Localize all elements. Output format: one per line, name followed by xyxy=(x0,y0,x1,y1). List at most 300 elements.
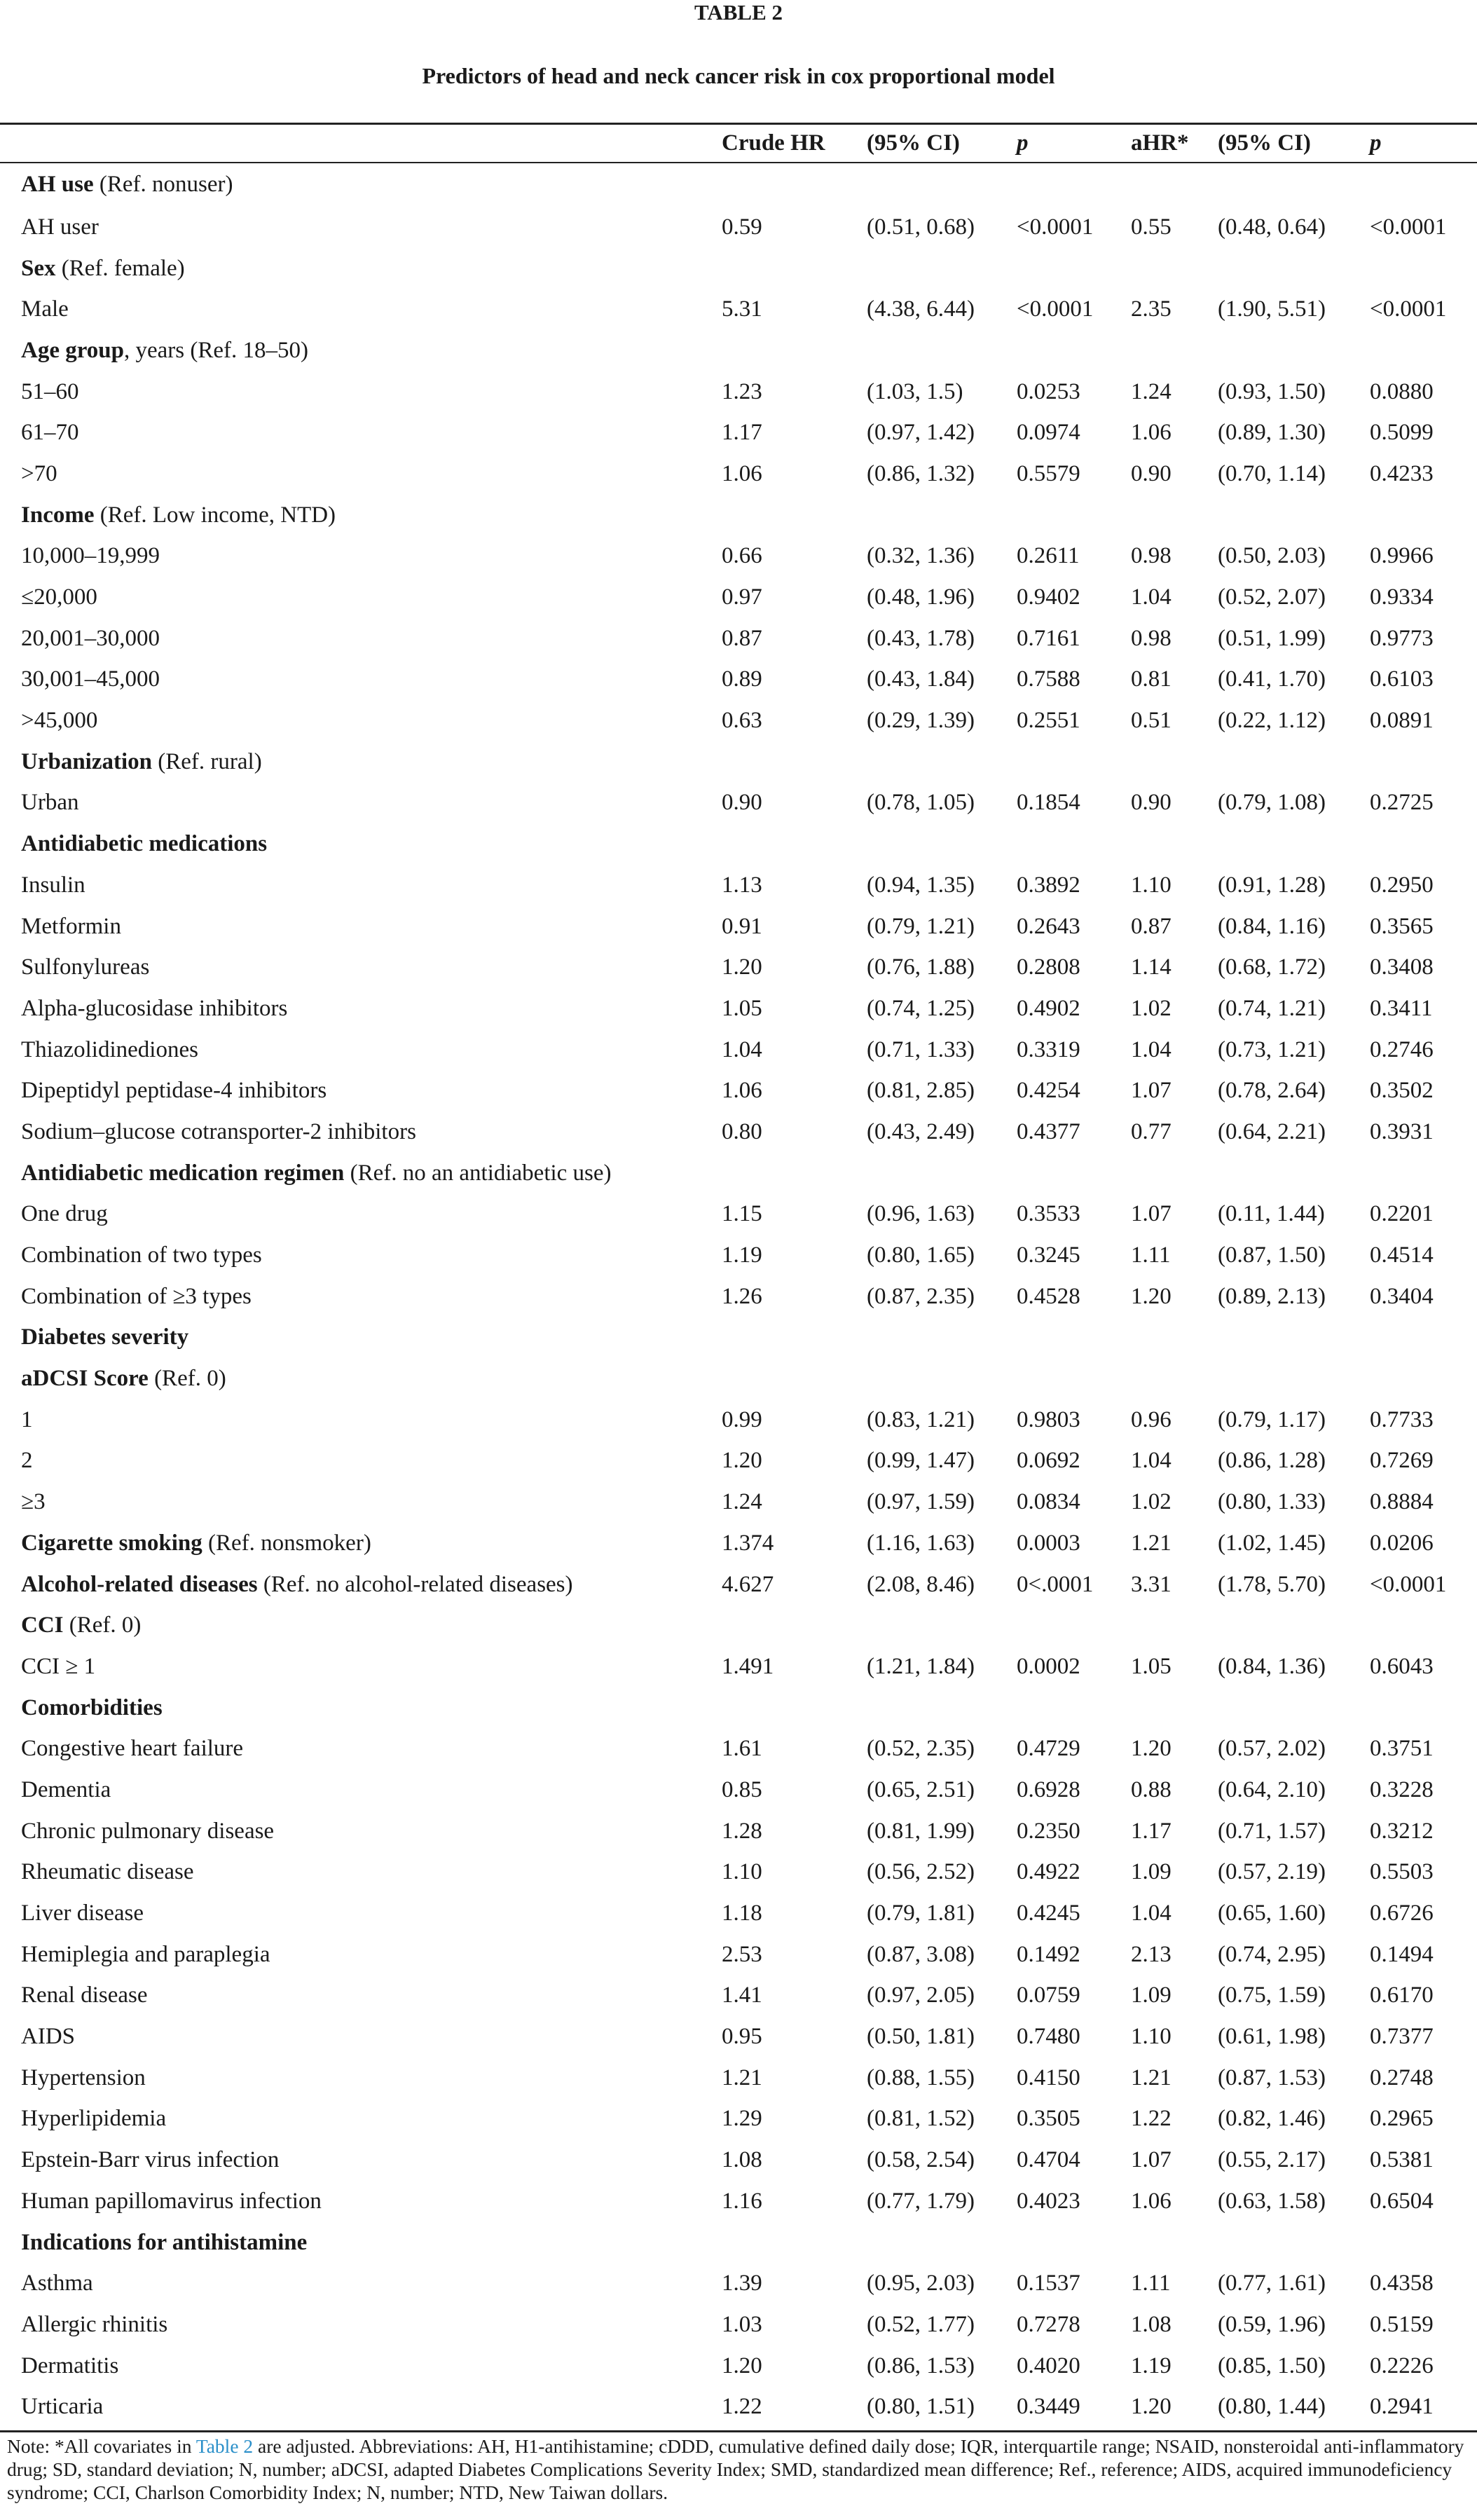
table-label: TABLE 2 xyxy=(694,0,783,25)
cell-p-crude xyxy=(1017,1687,1131,1729)
cell-p-adjusted: 0.2746 xyxy=(1370,1036,1434,1062)
cell-crude-hr: 1.08 xyxy=(722,2147,762,2173)
table-row xyxy=(0,2016,1477,2057)
cell-p-adjusted: 0.7733 xyxy=(1370,1406,1434,1432)
results-table xyxy=(0,125,1477,2427)
cell-ci-crude: (0.94, 1.35) xyxy=(867,872,975,898)
cell-p-adjusted: 0.2226 xyxy=(1370,2353,1434,2378)
row-label: Human papillomavirus infection xyxy=(21,2188,322,2214)
cell-ci-adjusted xyxy=(1218,248,1370,289)
cell-ci-crude xyxy=(867,162,1017,207)
cell-ahr: 1.21 xyxy=(1131,1530,1172,1556)
cell-p-adjusted: 0.9966 xyxy=(1370,543,1434,569)
row-label: Congestive heart failure xyxy=(21,1736,244,1762)
cell-ci-adjusted: (0.87, 1.53) xyxy=(1218,2064,1326,2090)
group-reference: (Ref. 0) xyxy=(63,1612,142,1638)
table-row xyxy=(0,1276,1477,1317)
cell-ci-adjusted xyxy=(1218,1153,1370,1194)
cell-ci-crude xyxy=(867,330,1017,371)
table-row xyxy=(0,1975,1477,2017)
cell-ci-adjusted xyxy=(1218,495,1370,536)
cell-p-adjusted: 0.5159 xyxy=(1370,2311,1434,2337)
cell-ci-adjusted: (0.93, 1.50) xyxy=(1218,378,1326,404)
cell-p-adjusted: 0.3931 xyxy=(1370,1118,1434,1144)
cell-ahr xyxy=(1131,1153,1218,1194)
cell-crude-hr: 0.80 xyxy=(722,1118,762,1144)
row-label: Asthma xyxy=(21,2271,93,2296)
group-label: Income xyxy=(21,502,95,528)
cell-ci-crude: (0.96, 1.63) xyxy=(867,1201,975,1227)
cell-crude-hr: 1.06 xyxy=(722,460,762,486)
table-row xyxy=(0,207,1477,248)
cell-ci-adjusted: (0.41, 1.70) xyxy=(1218,666,1326,692)
cell-ci-adjusted: (0.59, 1.96) xyxy=(1218,2311,1326,2337)
cell-ahr: 1.20 xyxy=(1131,1283,1172,1309)
cell-ahr: 1.07 xyxy=(1131,1078,1172,1104)
cell-crude-hr: 0.85 xyxy=(722,1776,762,1802)
cell-ahr xyxy=(1131,1358,1218,1399)
group-reference: (Ref. rural) xyxy=(152,748,262,774)
cell-p-crude: 0.2643 xyxy=(1017,913,1080,939)
table-row xyxy=(0,1893,1477,1934)
table-row xyxy=(0,1441,1477,1482)
cell-crude-hr: 1.04 xyxy=(722,1036,762,1062)
cell-ci-adjusted: (0.73, 1.21) xyxy=(1218,1036,1326,1062)
cell-crude-hr: 0.59 xyxy=(722,214,762,240)
cell-p-adjusted: 0.3411 xyxy=(1370,995,1433,1021)
table-row xyxy=(0,289,1477,330)
cell-ahr: 1.08 xyxy=(1131,2311,1172,2337)
header-p-crude: p xyxy=(1017,130,1029,156)
cell-ahr: 1.10 xyxy=(1131,872,1172,898)
cell-ci-adjusted xyxy=(1218,1687,1370,1729)
cell-ci-crude: (0.86, 1.53) xyxy=(867,2353,975,2378)
table-row xyxy=(0,1194,1477,1235)
cell-crude-hr xyxy=(722,2222,867,2264)
group-reference: (Ref. female) xyxy=(55,255,185,281)
cell-ci-crude: (0.80, 1.51) xyxy=(867,2394,975,2420)
cell-ci-adjusted: (0.84, 1.36) xyxy=(1218,1653,1326,1679)
table-row xyxy=(0,906,1477,947)
row-label: 20,001–30,000 xyxy=(21,625,160,651)
table-row xyxy=(0,1111,1477,1153)
row-label: Sodium–glucose cotransporter-2 inhibitors xyxy=(21,1118,416,1144)
cell-p-adjusted: 0.8884 xyxy=(1370,1489,1434,1515)
group-header-row xyxy=(0,1317,1477,1359)
cell-ahr: 0.77 xyxy=(1131,1118,1172,1144)
cell-p-crude: 0.7161 xyxy=(1017,625,1080,651)
cell-ahr xyxy=(1131,1605,1218,1646)
cell-ahr: 1.11 xyxy=(1131,2271,1171,2296)
cell-p-adjusted: <0.0001 xyxy=(1370,214,1447,240)
cell-ahr: 0.55 xyxy=(1131,214,1172,240)
table-row xyxy=(0,2304,1477,2346)
cell-ci-adjusted: (0.55, 2.17) xyxy=(1218,2147,1326,2173)
row-label: Insulin xyxy=(21,872,85,898)
row-label: Hypertension xyxy=(21,2064,146,2090)
group-header-row xyxy=(0,2222,1477,2264)
cell-crude-hr: 0.89 xyxy=(722,666,762,692)
cell-crude-hr: 1.17 xyxy=(722,420,762,446)
cell-p-adjusted: 0.4233 xyxy=(1370,460,1434,486)
cell-ahr: 1.07 xyxy=(1131,1201,1172,1227)
cell-ahr: 2.35 xyxy=(1131,296,1172,322)
row-label xyxy=(0,1564,722,1605)
cell-ci-adjusted: (0.82, 1.46) xyxy=(1218,2106,1326,2132)
cell-ci-crude: (0.79, 1.81) xyxy=(867,1901,975,1926)
table-row xyxy=(0,536,1477,577)
cell-crude-hr xyxy=(722,330,867,371)
cell-p-adjusted: 0.3751 xyxy=(1370,1736,1434,1762)
cell-p-adjusted xyxy=(1370,1317,1477,1359)
cell-ci-adjusted: (0.68, 1.72) xyxy=(1218,954,1326,980)
cell-ahr xyxy=(1131,162,1218,207)
cell-ci-crude: (0.58, 2.54) xyxy=(867,2147,975,2173)
cell-ci-crude: (0.51, 0.68) xyxy=(867,214,975,240)
cell-ahr: 1.04 xyxy=(1131,1448,1172,1474)
cell-ci-adjusted: (0.51, 1.99) xyxy=(1218,625,1326,651)
cell-p-adjusted: 0.2941 xyxy=(1370,2394,1434,2420)
cell-ahr: 1.10 xyxy=(1131,2024,1172,2050)
cell-ahr xyxy=(1131,248,1218,289)
cell-crude-hr: 1.20 xyxy=(722,2353,762,2378)
cell-ci-adjusted: (1.90, 5.51) xyxy=(1218,296,1326,322)
cell-ahr: 1.02 xyxy=(1131,1489,1172,1515)
cell-ci-adjusted: (0.64, 2.21) xyxy=(1218,1118,1326,1144)
cell-ci-crude xyxy=(867,1605,1017,1646)
cell-crude-hr: 1.26 xyxy=(722,1283,762,1309)
cell-ahr: 1.02 xyxy=(1131,995,1172,1021)
row-label: 61–70 xyxy=(21,420,79,446)
cell-ci-adjusted: (0.52, 2.07) xyxy=(1218,584,1326,610)
cell-p-crude: 0.4023 xyxy=(1017,2188,1080,2214)
cell-ahr xyxy=(1131,1687,1218,1729)
cell-ahr: 1.11 xyxy=(1131,1242,1171,1268)
table-row xyxy=(0,1934,1477,1975)
row-label: Allergic rhinitis xyxy=(21,2311,168,2337)
table-row xyxy=(0,2346,1477,2387)
cell-ci-adjusted: (1.78, 5.70) xyxy=(1218,1571,1326,1597)
cell-crude-hr xyxy=(722,248,867,289)
cell-ci-adjusted: (0.74, 2.95) xyxy=(1218,1941,1326,1967)
cell-crude-hr: 2.53 xyxy=(722,1941,762,1967)
group-reference: (Ref. no alcohol-related diseases) xyxy=(257,1571,573,1597)
cell-crude-hr: 1.61 xyxy=(722,1736,762,1762)
cell-ci-crude xyxy=(867,1153,1017,1194)
cell-crude-hr: 0.87 xyxy=(722,625,762,651)
cell-ci-crude xyxy=(867,2222,1017,2264)
row-label xyxy=(0,1687,722,1729)
cell-ahr: 1.04 xyxy=(1131,1036,1172,1062)
cell-crude-hr: 1.23 xyxy=(722,378,762,404)
cell-ci-adjusted: (0.63, 1.58) xyxy=(1218,2188,1326,2214)
row-label: >70 xyxy=(21,460,57,486)
cell-p-adjusted: 0.0891 xyxy=(1370,708,1434,734)
cell-p-adjusted xyxy=(1370,248,1477,289)
cell-ci-adjusted: (0.57, 2.02) xyxy=(1218,1736,1326,1762)
cell-crude-hr: 0.99 xyxy=(722,1406,762,1432)
group-label: aDCSI Score xyxy=(21,1366,149,1392)
table-row xyxy=(0,2386,1477,2427)
cell-crude-hr: 1.21 xyxy=(722,2064,762,2090)
row-label: Hyperlipidemia xyxy=(21,2106,167,2132)
cell-p-crude: 0.3319 xyxy=(1017,1036,1080,1062)
row-label xyxy=(0,1153,722,1194)
row-label: 30,001–45,000 xyxy=(21,666,160,692)
cell-ci-crude: (0.78, 1.05) xyxy=(867,790,975,816)
cell-p-adjusted: 0.3408 xyxy=(1370,954,1434,980)
cell-p-adjusted: 0.9773 xyxy=(1370,625,1434,651)
cell-ahr: 1.20 xyxy=(1131,1736,1172,1762)
cell-crude-hr xyxy=(722,1687,867,1729)
cell-ci-crude xyxy=(867,248,1017,289)
cell-ci-crude xyxy=(867,1358,1017,1399)
cell-p-adjusted: 0.3212 xyxy=(1370,1818,1434,1844)
cell-ahr: 0.90 xyxy=(1131,790,1172,816)
table-row xyxy=(0,618,1477,659)
cell-p-adjusted: 0.2965 xyxy=(1370,2106,1434,2132)
header-ahr: aHR* xyxy=(1131,130,1189,156)
cell-ci-adjusted: (0.48, 0.64) xyxy=(1218,214,1326,240)
cell-p-crude: 0.2808 xyxy=(1017,954,1080,980)
cell-p-crude xyxy=(1017,162,1131,207)
table-row xyxy=(0,1646,1477,1687)
cell-ahr xyxy=(1131,330,1218,371)
cell-crude-hr xyxy=(722,741,867,783)
cell-ci-adjusted: (0.86, 1.28) xyxy=(1218,1448,1326,1474)
note-text: are adjusted. Abbreviations: AH, H1-antihistamine; cDDD, cumulative defined daily dose; IQR, interquartile range; NSAID, nonsteroidal anti-inflammatory drug; SD, standard deviation; N, number; aDCSI, adapted Diabetes Complications Severity Index; SMD, standardized mean difference; Ref., reference; AIDS, acquired immunodeficiency syndrome; CCI, Charlson Comorbidity Index; N, number; NTD, New Taiwan dollars. xyxy=(7,2435,1464,2503)
row-label xyxy=(0,1605,722,1646)
group-reference: (Ref. 0) xyxy=(148,1366,226,1392)
row-label: Epstein-Barr virus infection xyxy=(21,2147,280,2173)
cell-ahr: 1.20 xyxy=(1131,2394,1172,2420)
cell-crude-hr: 1.16 xyxy=(722,2188,762,2214)
cell-crude-hr xyxy=(722,1153,867,1194)
cell-p-crude: 0.4729 xyxy=(1017,1736,1080,1762)
cell-p-crude xyxy=(1017,1153,1131,1194)
row-label: Thiazolidinediones xyxy=(21,1036,198,1062)
header-row xyxy=(0,125,1477,162)
cell-p-crude xyxy=(1017,823,1131,865)
cell-p-crude: 0.4922 xyxy=(1017,1859,1080,1885)
cell-p-adjusted: 0.5099 xyxy=(1370,420,1434,446)
row-label: CCI ≥ 1 xyxy=(21,1653,96,1679)
cell-ahr xyxy=(1131,741,1218,783)
cell-ci-crude: (0.81, 2.85) xyxy=(867,1078,975,1104)
header-ci-crude: (95% CI) xyxy=(867,130,960,156)
cell-ci-crude: (0.32, 1.36) xyxy=(867,543,975,569)
cell-p-crude: 0.3892 xyxy=(1017,872,1080,898)
group-header-row xyxy=(0,823,1477,865)
cell-ahr: 1.21 xyxy=(1131,2064,1172,2090)
cell-ahr: 0.81 xyxy=(1131,666,1172,692)
cell-ahr: 1.19 xyxy=(1131,2353,1172,2378)
group-label: AH use xyxy=(21,171,94,197)
cell-ci-adjusted: (0.78, 2.64) xyxy=(1218,1078,1326,1104)
cell-ci-adjusted xyxy=(1218,2222,1370,2264)
cell-ci-crude: (0.88, 1.55) xyxy=(867,2064,975,2090)
row-label: Alpha-glucosidase inhibitors xyxy=(21,995,288,1021)
cell-p-crude xyxy=(1017,330,1131,371)
table-row xyxy=(0,2181,1477,2222)
cell-ci-crude: (0.86, 1.32) xyxy=(867,460,975,486)
cell-p-crude: 0<.0001 xyxy=(1017,1571,1094,1597)
row-label: One drug xyxy=(21,1201,108,1227)
cell-ci-crude: (4.38, 6.44) xyxy=(867,296,975,322)
cell-ci-crude: (0.99, 1.47) xyxy=(867,1448,975,1474)
group-header-row xyxy=(0,1153,1477,1194)
cell-p-adjusted: 0.5503 xyxy=(1370,1859,1434,1885)
group-label: CCI xyxy=(21,1612,64,1638)
cell-crude-hr: 1.05 xyxy=(722,995,762,1021)
cell-ci-adjusted: (0.71, 1.57) xyxy=(1218,1818,1326,1844)
cell-ahr: 1.09 xyxy=(1131,1983,1172,2008)
cell-p-adjusted xyxy=(1370,1605,1477,1646)
cell-ahr: 0.98 xyxy=(1131,625,1172,651)
cell-p-adjusted: 0.9334 xyxy=(1370,584,1434,610)
cell-ci-adjusted: (0.75, 1.59) xyxy=(1218,1983,1326,2008)
cell-ci-crude xyxy=(867,823,1017,865)
cell-p-adjusted: 0.6726 xyxy=(1370,1901,1434,1926)
table-row xyxy=(0,2057,1477,2099)
cell-ahr: 1.24 xyxy=(1131,378,1172,404)
cell-crude-hr: 1.20 xyxy=(722,1448,762,1474)
cell-crude-hr: 1.24 xyxy=(722,1489,762,1515)
group-header-row xyxy=(0,1564,1477,1605)
group-label: Urbanization xyxy=(21,748,153,774)
cell-crude-hr: 1.41 xyxy=(722,1983,762,2008)
cell-ci-crude: (1.21, 1.84) xyxy=(867,1653,975,1679)
cell-p-adjusted: 0.6103 xyxy=(1370,666,1434,692)
row-label xyxy=(0,495,722,536)
row-label: Dipeptidyl peptidase-4 inhibitors xyxy=(21,1078,327,1104)
cell-ci-crude: (0.50, 1.81) xyxy=(867,2024,975,2050)
cell-crude-hr xyxy=(722,495,867,536)
table-footnote xyxy=(7,2435,1471,2504)
cell-p-adjusted: 0.6043 xyxy=(1370,1653,1434,1679)
cell-ci-adjusted xyxy=(1218,330,1370,371)
cell-p-crude: 0.7480 xyxy=(1017,2024,1080,2050)
cell-ci-crude: (0.95, 2.03) xyxy=(867,2271,975,2296)
row-label xyxy=(0,330,722,371)
cell-p-adjusted: 0.2725 xyxy=(1370,790,1434,816)
row-label: Chronic pulmonary disease xyxy=(21,1818,275,1844)
cell-ahr: 1.06 xyxy=(1131,420,1172,446)
table-row xyxy=(0,371,1477,413)
cell-crude-hr xyxy=(722,162,867,207)
cell-ci-adjusted: (0.87, 1.50) xyxy=(1218,1242,1326,1268)
table-row xyxy=(0,2263,1477,2304)
cell-p-crude: 0.2350 xyxy=(1017,1818,1080,1844)
table-row xyxy=(0,1235,1477,1276)
cell-crude-hr: 1.13 xyxy=(722,872,762,898)
row-label xyxy=(0,1358,722,1399)
cell-ci-adjusted: (0.84, 1.16) xyxy=(1218,913,1326,939)
row-label: AIDS xyxy=(21,2024,76,2050)
cell-p-adjusted xyxy=(1370,823,1477,865)
cell-p-adjusted: 0.3502 xyxy=(1370,1078,1434,1104)
cell-ci-adjusted: (0.11, 1.44) xyxy=(1218,1201,1325,1227)
cell-p-adjusted: 0.6170 xyxy=(1370,1983,1434,2008)
cell-ci-crude: (0.65, 2.51) xyxy=(867,1776,975,1802)
group-label: Age group xyxy=(21,337,124,363)
cell-ci-adjusted: (0.65, 1.60) xyxy=(1218,1901,1326,1926)
cell-crude-hr: 1.18 xyxy=(722,1901,762,1926)
cell-p-crude: 0.3533 xyxy=(1017,1201,1080,1227)
cell-ci-adjusted: (1.02, 1.45) xyxy=(1218,1530,1326,1556)
cell-ci-crude: (0.77, 1.79) xyxy=(867,2188,975,2214)
cell-ahr xyxy=(1131,823,1218,865)
cell-ci-crude: (0.71, 1.33) xyxy=(867,1036,975,1062)
cell-p-adjusted xyxy=(1370,1358,1477,1399)
cell-ahr: 0.88 xyxy=(1131,1776,1172,1802)
row-label: Renal disease xyxy=(21,1983,148,2008)
cell-ci-crude xyxy=(867,741,1017,783)
table-link[interactable]: Table 2 xyxy=(195,2435,254,2457)
cell-ci-adjusted xyxy=(1218,1358,1370,1399)
table-caption: Predictors of head and neck cancer risk in cox proportional model xyxy=(422,63,1055,88)
cell-crude-hr: 0.97 xyxy=(722,584,762,610)
cell-ci-crude: (0.43, 1.84) xyxy=(867,666,975,692)
cell-p-crude: 0.1537 xyxy=(1017,2271,1080,2296)
group-label: Cigarette smoking xyxy=(21,1530,202,1556)
cell-ci-adjusted xyxy=(1218,162,1370,207)
row-label xyxy=(0,1523,722,1564)
group-header-row xyxy=(0,1358,1477,1399)
cell-ci-crude: (0.48, 1.96) xyxy=(867,584,975,610)
cell-p-adjusted xyxy=(1370,1153,1477,1194)
cell-ahr: 3.31 xyxy=(1131,1571,1172,1597)
cell-ci-adjusted: (0.77, 1.61) xyxy=(1218,2271,1326,2296)
cell-crude-hr: 0.90 xyxy=(722,790,762,816)
cell-crude-hr: 1.06 xyxy=(722,1078,762,1104)
row-label: Sulfonylureas xyxy=(21,954,150,980)
table-row xyxy=(0,453,1477,495)
cell-ci-adjusted: (0.80, 1.33) xyxy=(1218,1489,1326,1515)
header-ci-adjusted: (95% CI) xyxy=(1218,130,1311,156)
group-header-row xyxy=(0,1605,1477,1646)
cell-p-crude xyxy=(1017,1605,1131,1646)
cell-ci-crude: (0.52, 2.35) xyxy=(867,1736,975,1762)
cell-p-crude: 0.1854 xyxy=(1017,790,1080,816)
row-label: Dermatitis xyxy=(21,2353,119,2378)
cell-ci-adjusted xyxy=(1218,1605,1370,1646)
cell-p-adjusted xyxy=(1370,2222,1477,2264)
cell-p-crude: 0.2611 xyxy=(1017,543,1080,569)
cell-p-crude: 0.7588 xyxy=(1017,666,1080,692)
cell-ci-adjusted: (0.85, 1.50) xyxy=(1218,2353,1326,2378)
row-label: Rheumatic disease xyxy=(21,1859,194,1885)
cell-ci-adjusted: (0.74, 1.21) xyxy=(1218,995,1326,1021)
table-body xyxy=(0,162,1477,2427)
bottom-rule xyxy=(0,2430,1477,2432)
cell-p-crude: 0.3449 xyxy=(1017,2394,1080,2420)
cell-ahr: 1.04 xyxy=(1131,1901,1172,1926)
row-label: ≥3 xyxy=(21,1489,46,1515)
cell-crude-hr xyxy=(722,823,867,865)
cell-p-adjusted: <0.0001 xyxy=(1370,296,1447,322)
cell-ci-adjusted: (0.61, 1.98) xyxy=(1218,2024,1326,2050)
header-crude-hr: Crude HR xyxy=(722,130,825,156)
cell-ahr: 1.22 xyxy=(1131,2106,1172,2132)
cell-ci-crude xyxy=(867,1687,1017,1729)
cell-p-crude xyxy=(1017,1358,1131,1399)
row-label: Urticaria xyxy=(21,2394,104,2420)
cell-p-adjusted xyxy=(1370,162,1477,207)
cell-p-crude: 0.0003 xyxy=(1017,1530,1080,1556)
cell-p-adjusted: 0.3404 xyxy=(1370,1283,1434,1309)
group-label: Sex xyxy=(21,255,56,281)
